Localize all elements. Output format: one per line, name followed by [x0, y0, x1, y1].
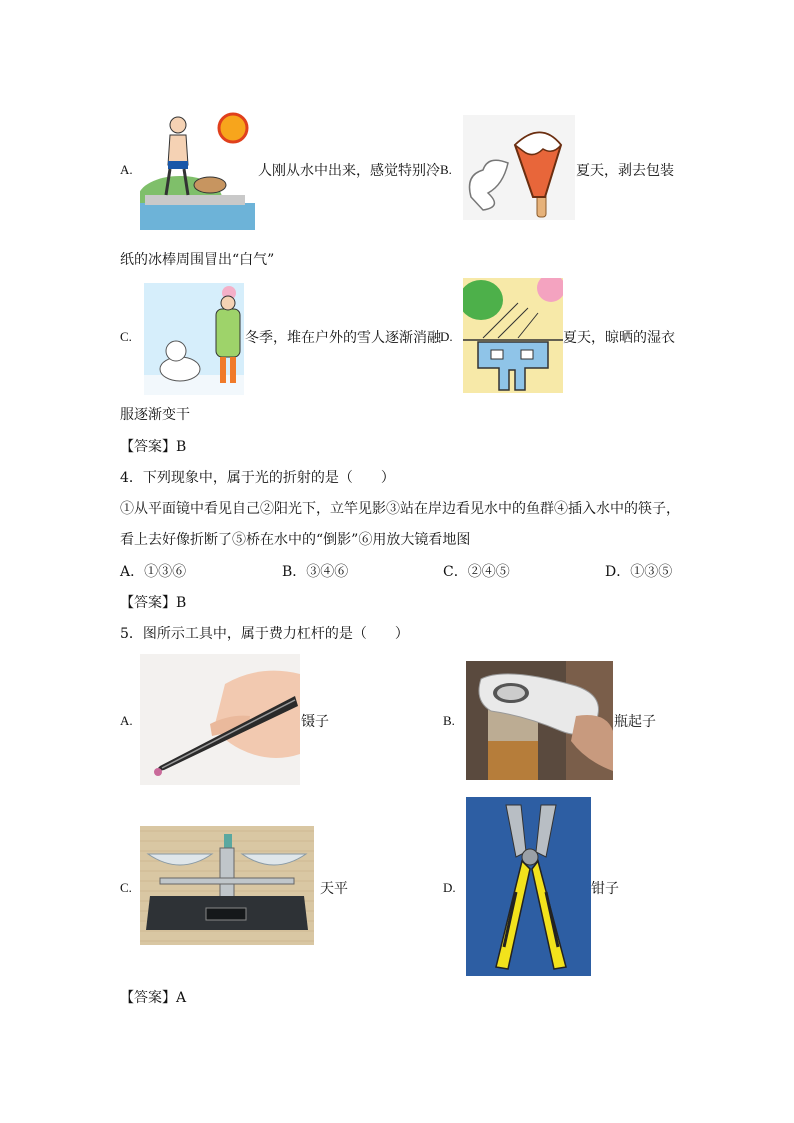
- q3-option-b-label: B.: [440, 162, 452, 177]
- q3-option-b-text: 夏天，剥去包装: [576, 163, 674, 179]
- pliers-photo: [466, 797, 591, 976]
- q3-option-a-text: 人刚从水中出来，感觉特别冷: [258, 163, 440, 179]
- q5-option-d-label: D.: [443, 880, 456, 895]
- q3-option-d-label: D.: [440, 329, 453, 344]
- bottle-opener-photo: [466, 661, 613, 780]
- q5-stem: 5．图所示工具中，属于费力杠杆的是（ ）: [120, 626, 409, 642]
- q4-answer: 【答案】B: [120, 595, 187, 611]
- q5-option-c-text: 天平: [320, 881, 348, 897]
- q3-option-b-text-continued: 纸的冰棒周围冒出“白气”: [120, 252, 275, 268]
- q3-option-c-text: 冬季，堆在户外的雪人逐渐消融: [245, 330, 441, 346]
- q5-option-a-text: 镊子: [301, 714, 329, 730]
- q3-option-a-label: A.: [120, 162, 133, 177]
- balance-scale-photo: [140, 826, 314, 945]
- q4-stem: 4．下列现象中，属于光的折射的是（ ）: [120, 470, 395, 486]
- drying-clothes-illustration: [463, 278, 563, 393]
- q3-option-d-text-continued: 服逐渐变干: [120, 407, 190, 423]
- q5-option-b-text: 瓶起子: [614, 714, 656, 730]
- q4-line-1: ①从平面镜中看见自己②阳光下，立竿见影③站在岸边看见水中的鱼群④插入水中的筷子，: [120, 501, 680, 517]
- q4-option-d: D．①③⑤: [605, 564, 673, 580]
- popsicle-illustration: [463, 115, 575, 220]
- q3-answer: 【答案】B: [120, 439, 187, 455]
- q5-option-b-label: B.: [443, 713, 455, 728]
- q4-option-b: B．③④⑥: [282, 564, 349, 580]
- q5-option-d-text: 钳子: [591, 881, 619, 897]
- q5-option-c-label: C.: [120, 880, 132, 895]
- q3-option-d-text: 夏天，晾晒的湿衣: [563, 330, 675, 346]
- q4-option-c: C．②④⑤: [443, 564, 510, 580]
- q4-line-2: 看上去好像折断了⑤桥在水中的“倒影”⑥用放大镜看地图: [120, 532, 471, 548]
- q5-option-a-label: A.: [120, 713, 133, 728]
- q5-answer: 【答案】A: [120, 990, 187, 1006]
- q4-option-a: A．①③⑥: [120, 564, 187, 580]
- swimmer-illustration: [140, 103, 255, 230]
- snowman-illustration: [144, 283, 244, 395]
- q3-option-c-label: C.: [120, 329, 132, 344]
- tweezers-photo: [140, 654, 300, 785]
